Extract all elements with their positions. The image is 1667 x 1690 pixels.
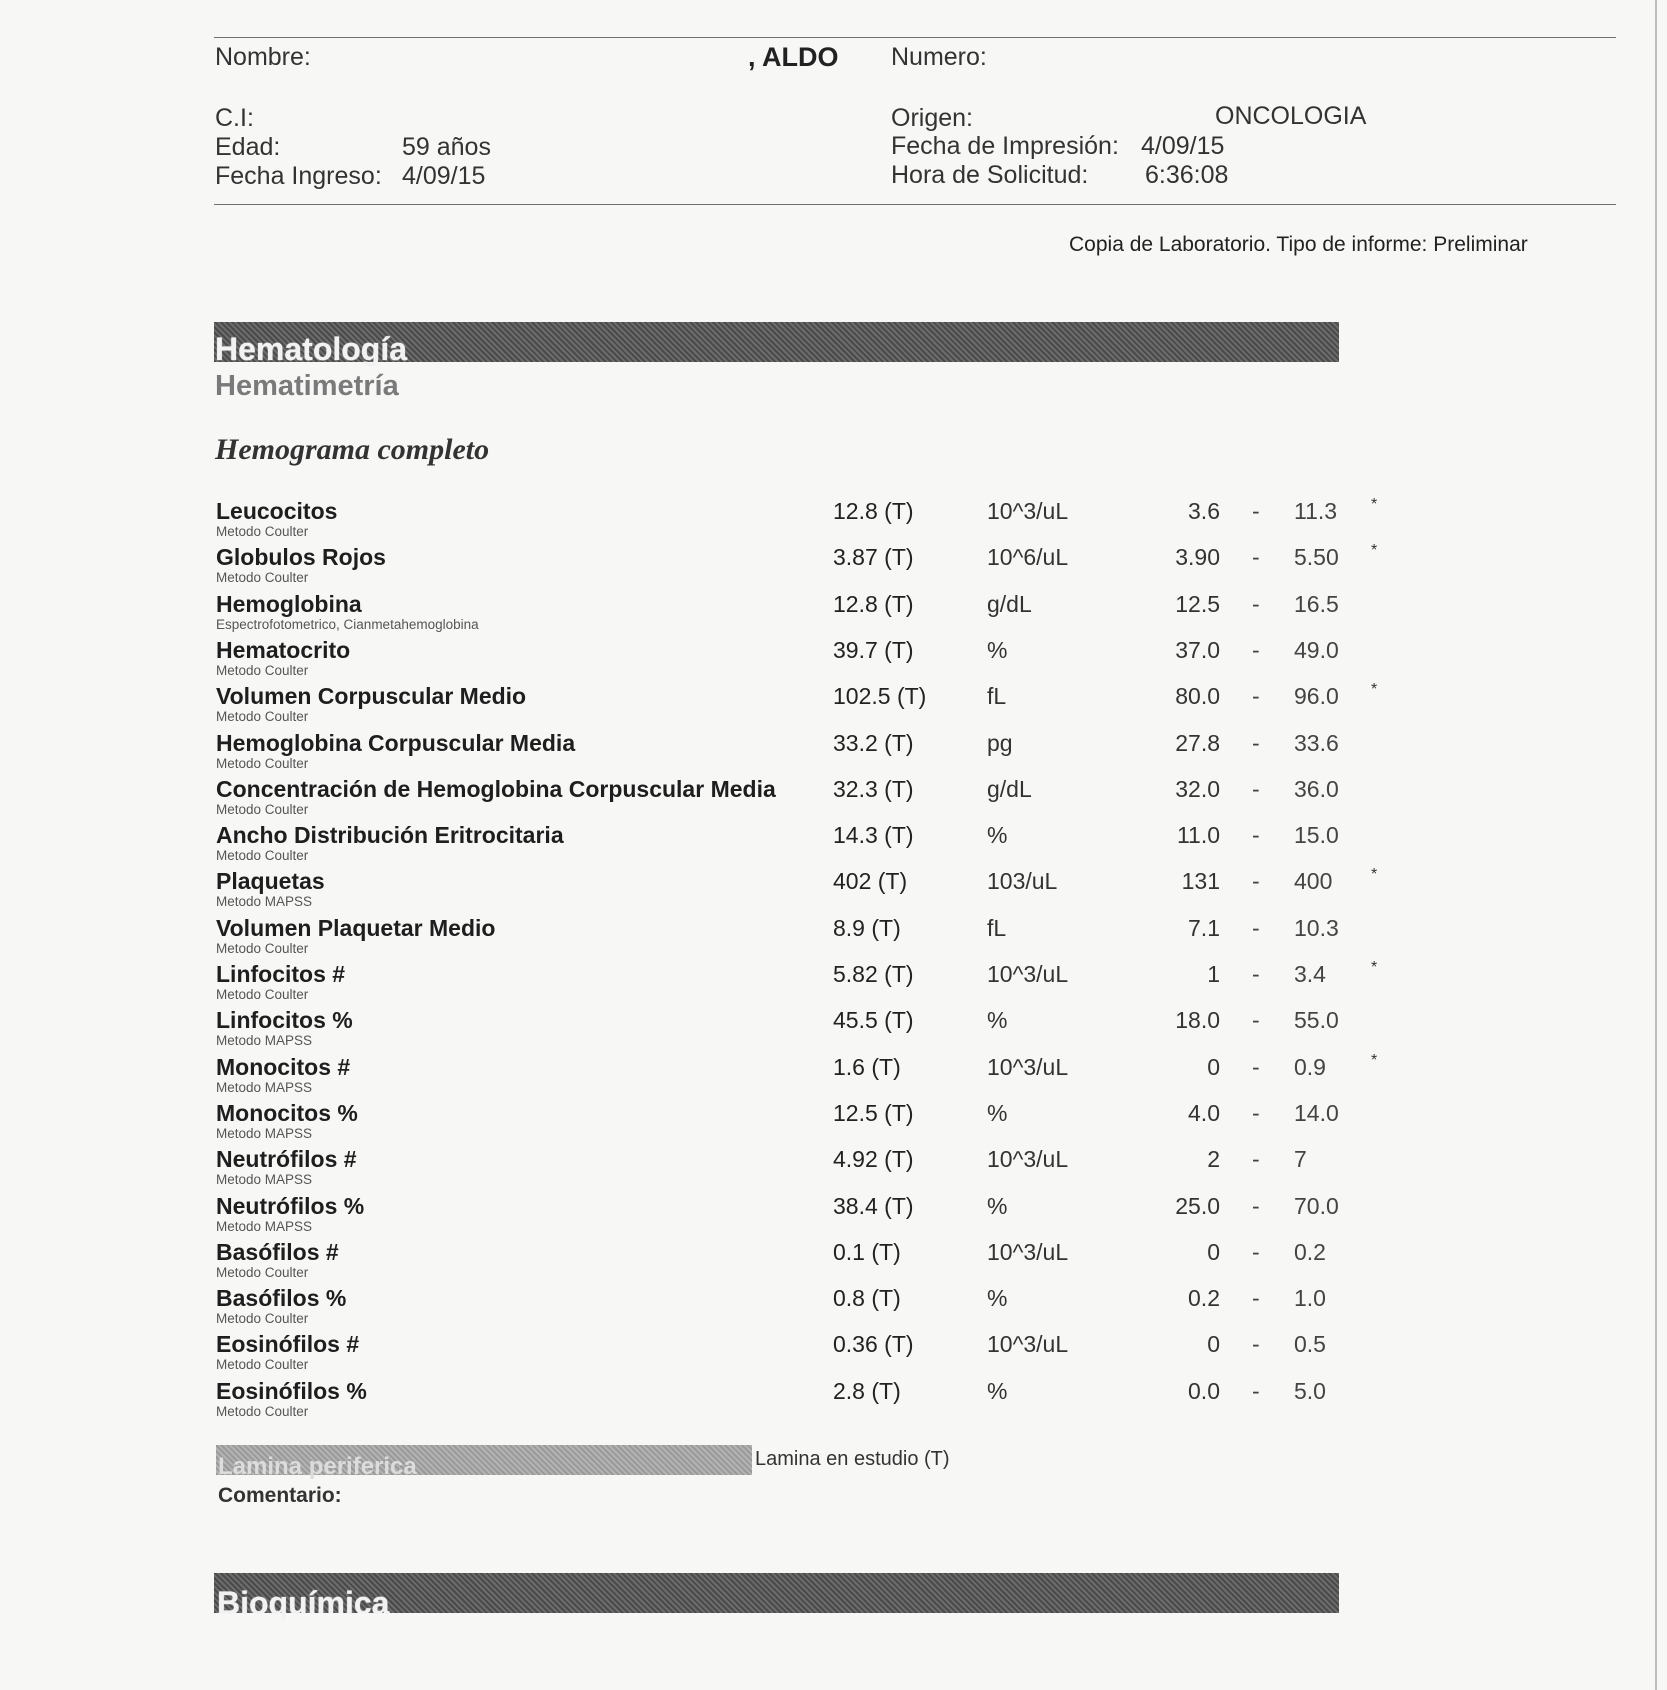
result-range-low: 25.0	[1175, 1192, 1220, 1219]
result-range-low: 0.0	[1188, 1377, 1220, 1404]
nombre-label: Nombre:	[215, 43, 311, 71]
result-range-high: 0.5	[1294, 1331, 1326, 1358]
fecha-ingreso-value: 4/09/15	[402, 162, 486, 190]
result-range-low: 18.0	[1175, 1007, 1220, 1034]
result-range-low: 3.6	[1188, 498, 1220, 524]
hora-solicitud-value: 6:36:08	[1145, 161, 1229, 189]
origen-value: ONCOLOGIA	[1215, 102, 1367, 130]
result-method: Metodo MAPSS	[216, 1079, 313, 1095]
result-unit: g/dL	[987, 590, 1032, 617]
result-range-dash: -	[1252, 775, 1260, 802]
result-method: Metodo Coulter	[216, 1403, 309, 1419]
result-name: Hematocrito	[216, 636, 351, 663]
result-range-low: 80.0	[1175, 683, 1220, 710]
result-value: 38.4 (T)	[833, 1192, 914, 1219]
result-range-high: 0.2	[1294, 1238, 1326, 1265]
result-range-dash: -	[1252, 1331, 1260, 1358]
result-range-dash: -	[1252, 729, 1260, 756]
result-range-high: 10.3	[1294, 914, 1339, 941]
result-range-low: 131	[1181, 868, 1220, 895]
result-unit: %	[987, 1285, 1008, 1312]
result-range-high: 49.0	[1294, 636, 1339, 663]
result-row	[0, 961, 1667, 1007]
result-value: 14.3 (T)	[833, 822, 914, 849]
result-range-dash: -	[1252, 1238, 1260, 1265]
fecha-impresion-label: Fecha de Impresión:	[891, 132, 1119, 160]
result-row	[0, 868, 1667, 914]
result-name: Plaquetas	[216, 868, 325, 895]
result-name: Basófilos %	[216, 1285, 347, 1312]
result-method: Metodo Coulter	[216, 709, 309, 725]
result-name: Monocitos %	[216, 1099, 358, 1126]
result-value: 1.6 (T)	[833, 1053, 901, 1080]
result-range-high: 70.0	[1294, 1192, 1339, 1219]
result-range-dash: -	[1252, 1053, 1260, 1080]
result-range-high: 1.0	[1294, 1285, 1326, 1312]
result-row	[0, 591, 1667, 637]
header-bottom-rule	[214, 204, 1616, 205]
result-range-low: 0.2	[1188, 1285, 1220, 1312]
result-range-high: 5.50	[1294, 544, 1339, 571]
result-value: 33.2 (T)	[833, 729, 914, 756]
result-value: 12.8 (T)	[833, 590, 914, 617]
result-name: Neutrófilos %	[216, 1192, 365, 1219]
edad-value: 59 años	[402, 133, 491, 161]
result-row	[0, 1146, 1667, 1192]
result-row	[0, 1285, 1667, 1331]
result-flag: *	[1371, 866, 1378, 884]
result-value: 12.8 (T)	[833, 498, 914, 524]
result-row	[0, 637, 1667, 683]
result-name: Monocitos #	[216, 1053, 351, 1080]
result-name: Volumen Plaquetar Medio	[216, 914, 496, 941]
result-range-low: 4.0	[1188, 1099, 1220, 1126]
result-row	[0, 498, 1667, 544]
result-method: Metodo Coulter	[216, 570, 309, 586]
result-range-low: 0	[1207, 1053, 1220, 1080]
result-method: Metodo Coulter	[216, 524, 309, 539]
result-range-high: 0.9	[1294, 1053, 1326, 1080]
result-range-low: 11.0	[1176, 822, 1220, 849]
numero-label: Numero:	[891, 43, 987, 71]
result-unit: fL	[987, 683, 1007, 710]
origen-label: Origen:	[891, 104, 973, 132]
result-range-high: 7	[1294, 1146, 1307, 1173]
result-range-high: 11.3	[1294, 498, 1338, 524]
result-value: 2.8 (T)	[833, 1377, 901, 1404]
result-name: Globulos Rojos	[216, 544, 386, 571]
result-range-dash: -	[1252, 822, 1260, 849]
edad-label: Edad:	[215, 133, 281, 161]
exam-title: Hemograma completo	[215, 433, 490, 466]
result-unit: 10^3/uL	[987, 1331, 1069, 1358]
result-unit: %	[987, 1007, 1008, 1034]
result-value: 8.9 (T)	[833, 914, 901, 941]
result-range-high: 16.5	[1294, 590, 1339, 617]
fecha-ingreso-label: Fecha Ingreso:	[215, 162, 382, 190]
result-range-dash: -	[1252, 636, 1260, 663]
result-value: 0.8 (T)	[833, 1285, 901, 1312]
result-method: Metodo Coulter	[216, 1264, 309, 1280]
result-method: Metodo Coulter	[216, 801, 309, 817]
result-unit: 10^6/uL	[987, 544, 1069, 571]
result-unit: 10^3/uL	[987, 1053, 1069, 1080]
result-unit: g/dL	[987, 775, 1032, 802]
result-range-dash: -	[1252, 1377, 1260, 1404]
result-row	[0, 1007, 1667, 1053]
result-unit: 10^3/uL	[987, 1238, 1069, 1265]
result-name: Linfocitos %	[216, 1007, 353, 1034]
result-range-high: 400	[1294, 868, 1333, 895]
result-range-dash: -	[1252, 868, 1260, 895]
result-range-high: 14.0	[1294, 1099, 1339, 1126]
result-range-dash: -	[1252, 590, 1260, 617]
result-method: Metodo MAPSS	[216, 1125, 313, 1141]
result-range-high: 15.0	[1294, 822, 1339, 849]
result-method: Metodo Coulter	[216, 755, 309, 771]
result-method: Metodo MAPSS	[216, 1218, 313, 1234]
result-range-high: 96.0	[1294, 683, 1339, 710]
result-flag: *	[1371, 542, 1378, 560]
result-range-high: 36.0	[1294, 775, 1339, 802]
result-row	[0, 915, 1667, 961]
result-name: Neutrófilos #	[216, 1146, 357, 1173]
result-range-dash: -	[1252, 544, 1260, 571]
result-range-dash: -	[1252, 1146, 1260, 1173]
result-range-high: 5.0	[1294, 1377, 1326, 1404]
result-row	[0, 1331, 1667, 1377]
result-unit: fL	[987, 914, 1007, 941]
section-title-hematologia: Hematología	[215, 331, 408, 367]
result-row	[0, 683, 1667, 729]
result-value: 402 (T)	[833, 868, 908, 895]
result-range-high: 3.4	[1294, 961, 1326, 987]
result-name: Concentración de Hemoglobina Corpuscular Media	[216, 775, 776, 802]
result-row	[0, 776, 1667, 822]
result-row	[0, 822, 1667, 868]
result-method: Metodo Coulter	[216, 940, 309, 956]
result-value: 45.5 (T)	[833, 1007, 914, 1034]
result-unit: %	[987, 1099, 1008, 1126]
ci-label: C.I:	[215, 104, 254, 132]
result-row	[0, 1239, 1667, 1285]
result-value: 0.36 (T)	[833, 1331, 914, 1358]
result-row	[0, 1193, 1667, 1239]
section-subtitle: Hematimetría	[215, 370, 399, 402]
result-range-low: 1	[1207, 961, 1220, 987]
result-value: 0.1 (T)	[833, 1238, 901, 1265]
result-range-dash: -	[1252, 1099, 1260, 1126]
result-value: 5.82 (T)	[833, 961, 914, 987]
result-name: Hemoglobina Corpuscular Media	[216, 729, 576, 756]
result-name: Ancho Distribución Eritrocitaria	[216, 822, 564, 849]
result-unit: %	[987, 822, 1008, 849]
result-row	[0, 1378, 1667, 1424]
result-value: 102.5 (T)	[833, 683, 927, 710]
nombre-value: , ALDO	[748, 42, 839, 72]
result-value: 12.5 (T)	[833, 1099, 914, 1126]
result-range-low: 12.5	[1175, 590, 1220, 617]
result-range-dash: -	[1252, 914, 1260, 941]
result-value: 3.87 (T)	[833, 544, 914, 571]
result-range-low: 32.0	[1175, 775, 1220, 802]
result-name: Linfocitos #	[216, 961, 346, 987]
result-method: Metodo Coulter	[216, 1357, 309, 1373]
section-title-bioquimica: Bioquímica	[217, 1585, 390, 1621]
result-value: 4.92 (T)	[833, 1146, 914, 1173]
result-unit: %	[987, 1377, 1008, 1404]
result-method: Metodo MAPSS	[216, 1033, 313, 1049]
result-flag: *	[1371, 681, 1378, 699]
result-range-dash: -	[1252, 1007, 1260, 1034]
comentario-label: Comentario:	[218, 1484, 342, 1507]
result-unit: %	[987, 1192, 1008, 1219]
result-row	[0, 730, 1667, 776]
result-method: Metodo MAPSS	[216, 1172, 313, 1188]
report-note: Copia de Laboratorio. Tipo de informe: Preliminar	[1069, 233, 1528, 256]
result-flag: *	[1371, 1051, 1378, 1069]
result-range-low: 7.1	[1188, 914, 1220, 941]
result-range-dash: -	[1252, 683, 1260, 710]
result-range-low: 2	[1207, 1146, 1220, 1173]
result-unit: %	[987, 636, 1008, 663]
result-method: Metodo Coulter	[216, 662, 309, 678]
result-name: Eosinófilos %	[216, 1377, 367, 1404]
result-range-low: 0	[1207, 1238, 1220, 1265]
result-range-dash: -	[1252, 961, 1260, 987]
header-top-rule	[214, 37, 1616, 38]
result-range-low: 0	[1207, 1331, 1220, 1358]
result-name: Eosinófilos #	[216, 1331, 360, 1358]
result-flag: *	[1371, 959, 1378, 976]
hora-solicitud-label: Hora de Solicitud:	[891, 161, 1089, 189]
result-flag: *	[1371, 496, 1378, 513]
result-value: 39.7 (T)	[833, 636, 914, 663]
result-unit: 10^3/uL	[987, 961, 1069, 987]
result-range-high: 33.6	[1294, 729, 1339, 756]
result-unit: 103/uL	[987, 868, 1058, 895]
result-range-high: 55.0	[1294, 1007, 1339, 1034]
result-name: Volumen Corpuscular Medio	[216, 683, 527, 710]
lamina-text: Lamina en estudio (T)	[755, 1448, 950, 1470]
result-name: Leucocitos	[216, 498, 338, 524]
result-method: Espectrofotometrico, Cianmetahemoglobina	[216, 616, 479, 632]
result-method: Metodo MAPSS	[216, 894, 313, 910]
result-unit: 10^3/uL	[987, 1146, 1069, 1173]
result-name: Hemoglobina	[216, 590, 362, 617]
result-unit: pg	[987, 729, 1013, 756]
result-range-low: 3.90	[1175, 544, 1220, 571]
result-range-dash: -	[1252, 498, 1260, 524]
result-method: Metodo Coulter	[216, 1311, 309, 1327]
fecha-impresion-value: 4/09/15	[1141, 132, 1225, 160]
result-value: 32.3 (T)	[833, 775, 914, 802]
result-row	[0, 1051, 1667, 1100]
result-range-low: 27.8	[1175, 729, 1220, 756]
lamina-title: Lamina periferica	[218, 1453, 417, 1480]
result-row	[0, 544, 1667, 590]
result-method: Metodo Coulter	[216, 848, 309, 864]
result-name: Basófilos #	[216, 1238, 339, 1265]
result-range-dash: -	[1252, 1192, 1260, 1219]
result-row	[0, 1100, 1667, 1146]
result-method: Metodo Coulter	[216, 987, 309, 1002]
result-range-low: 37.0	[1175, 636, 1220, 663]
result-unit: 10^3/uL	[987, 498, 1069, 524]
result-range-dash: -	[1252, 1285, 1260, 1312]
